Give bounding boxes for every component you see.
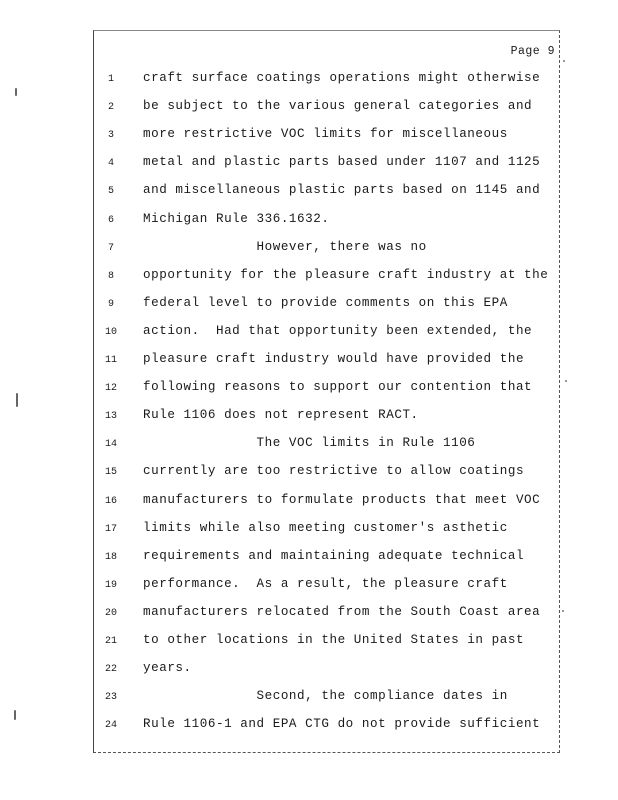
line-text: craft surface coatings operations might otherwise bbox=[143, 71, 541, 85]
scan-speck bbox=[562, 610, 564, 612]
transcript-line bbox=[94, 212, 559, 232]
line-text: performance. As a result, the pleasure craft bbox=[143, 576, 508, 591]
transcript-line bbox=[94, 521, 559, 541]
line-text: manufacturers relocated from the South Coast area bbox=[143, 604, 541, 619]
line-number: 18 bbox=[104, 551, 117, 563]
line-text: to other locations in the United States in past bbox=[143, 633, 525, 647]
line-number: 19 bbox=[104, 579, 117, 591]
scan-speck bbox=[565, 380, 567, 382]
transcript-page bbox=[93, 30, 560, 753]
transcript-line bbox=[94, 549, 559, 569]
line-number: 15 bbox=[104, 467, 117, 479]
line-text: manufacturers to formulate products that meet VOC bbox=[143, 492, 541, 507]
line-number: 8 bbox=[107, 270, 114, 282]
line-text: However, there was no bbox=[143, 239, 427, 254]
line-text: federal level to provide comments on this EPA bbox=[143, 295, 508, 310]
line-number: 14 bbox=[104, 439, 117, 451]
transcript-line bbox=[94, 689, 559, 709]
transcript-line bbox=[94, 324, 559, 344]
line-text: currently are too restrictive to allow coatings bbox=[143, 464, 525, 479]
line-number: 20 bbox=[104, 607, 117, 619]
transcript-line bbox=[94, 380, 559, 400]
line-text: and miscellaneous plastic parts based on 1145 and bbox=[143, 183, 541, 198]
line-text: Rule 1106 does not represent RACT. bbox=[143, 408, 419, 423]
line-number: 23 bbox=[104, 692, 117, 704]
transcript-line bbox=[94, 127, 559, 147]
transcript-line bbox=[94, 99, 559, 119]
scan-speck bbox=[563, 60, 565, 62]
transcript-line bbox=[94, 717, 559, 737]
scan-mark bbox=[14, 710, 16, 720]
transcript-line bbox=[94, 352, 559, 372]
line-text: be subject to the various general categories and bbox=[143, 99, 533, 114]
transcript-line bbox=[94, 268, 559, 288]
line-text: pleasure craft industry would have provided the bbox=[143, 352, 525, 366]
line-text: limits while also meeting customer's asthetic bbox=[143, 520, 508, 535]
line-number: 11 bbox=[104, 355, 117, 366]
transcript-line bbox=[94, 577, 559, 597]
transcript-line bbox=[94, 71, 559, 91]
line-number: 6 bbox=[107, 214, 114, 226]
line-number: 1 bbox=[107, 74, 114, 85]
line-number: 24 bbox=[104, 720, 117, 732]
transcript-line bbox=[94, 493, 559, 513]
scan-mark bbox=[16, 393, 18, 407]
line-number: 3 bbox=[107, 130, 114, 142]
transcript-line bbox=[94, 633, 559, 653]
line-text: Michigan Rule 336.1632. bbox=[143, 211, 330, 226]
line-text: Rule 1106-1 and EPA CTG do not provide sufficient bbox=[143, 717, 541, 732]
scan-mark bbox=[15, 88, 17, 96]
line-text: The VOC limits in Rule 1106 bbox=[143, 436, 476, 451]
line-text: more restrictive VOC limits for miscellaneous bbox=[143, 127, 508, 142]
line-number: 16 bbox=[104, 495, 117, 507]
line-text: following reasons to support our contention that bbox=[143, 380, 533, 395]
transcript-line bbox=[94, 183, 559, 203]
line-number: 2 bbox=[107, 102, 114, 114]
line-text: requirements and maintaining adequate technical bbox=[143, 548, 525, 563]
line-number: 10 bbox=[104, 326, 117, 338]
line-text: action. Had that opportunity been extended, the bbox=[143, 323, 533, 338]
transcript-line bbox=[94, 464, 559, 484]
transcript-line bbox=[94, 661, 559, 681]
line-number: 12 bbox=[104, 383, 117, 395]
transcript-line bbox=[94, 605, 559, 625]
line-number: 22 bbox=[104, 664, 117, 676]
line-number: 13 bbox=[104, 411, 117, 423]
line-text: Second, the compliance dates in bbox=[143, 689, 508, 704]
line-number: 7 bbox=[107, 242, 114, 254]
transcript-line bbox=[94, 240, 559, 260]
line-number: 5 bbox=[107, 186, 114, 198]
transcript-line bbox=[94, 155, 559, 175]
line-text: opportunity for the pleasure craft industry at the bbox=[143, 267, 549, 282]
line-number: 17 bbox=[104, 523, 117, 535]
line-text: metal and plastic parts based under 1107 and 1125 bbox=[143, 155, 541, 170]
transcript-line bbox=[94, 436, 559, 456]
transcript-line bbox=[94, 296, 559, 316]
transcript-line bbox=[94, 408, 559, 428]
line-number: 4 bbox=[107, 158, 114, 170]
line-number: 9 bbox=[107, 298, 114, 310]
page-number: Page 9 bbox=[510, 45, 555, 58]
line-number: 21 bbox=[104, 636, 117, 647]
line-text: years. bbox=[143, 661, 192, 676]
